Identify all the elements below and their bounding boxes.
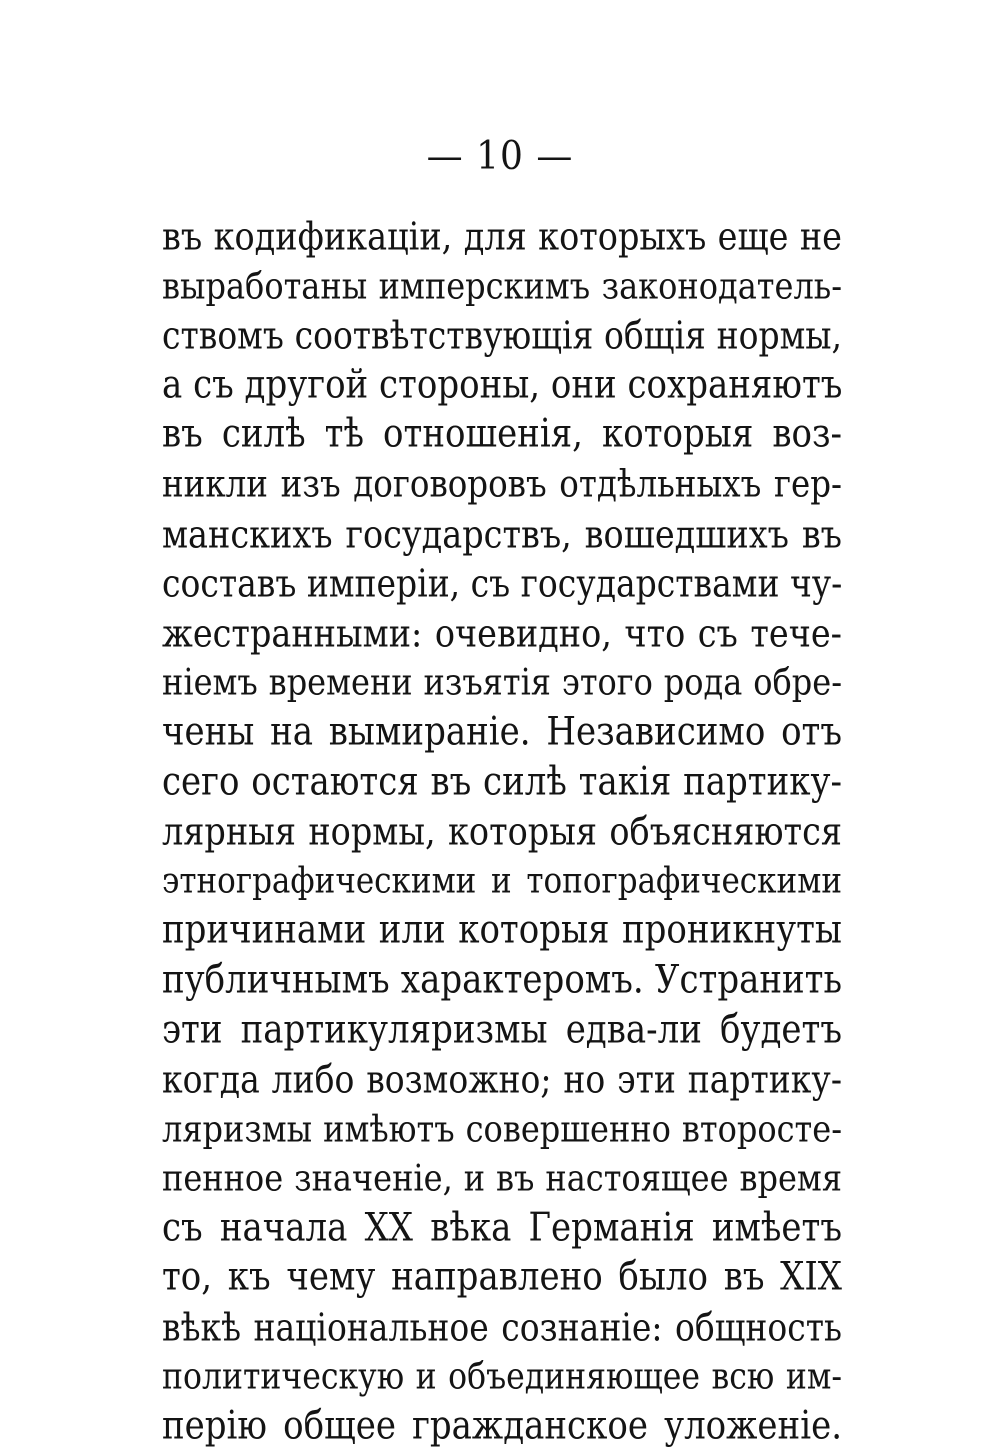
text-line: никли изъ договоровъ отдѣльныхъ гер- (162, 461, 842, 506)
text-line: а съ другой стороны, они сохраняютъ (162, 361, 842, 408)
text-line: жестранными: очевидно, что съ тече- (162, 610, 842, 656)
text-line: когда либо возможно; но эти партику- (162, 1057, 842, 1102)
text-line: съ начала XX вѣка Германія имѣетъ (162, 1204, 842, 1251)
page-number: — 10 — (426, 134, 574, 179)
text-line: манскихъ государствъ, вошедшихъ въ (162, 511, 842, 557)
text-line: политическую и объединяющее всю им- (162, 1355, 842, 1398)
text-line: пенное значеніе, и въ настоящее время (162, 1156, 842, 1201)
text-line: составъ имперіи, съ государствами чу- (162, 561, 842, 607)
text-line: ляризмы имѣютъ совершенно второсте- (162, 1106, 842, 1151)
text-line: сего остаются въ силѣ такія партику- (162, 758, 842, 805)
text-line: эти партикуляризмы едва-ли будетъ (162, 1006, 842, 1053)
text-line: въ силѣ тѣ отношенія, которыя воз- (162, 411, 842, 458)
text-line: чены на вымираніе. Независимо отъ (162, 708, 842, 755)
text-line: перію общее гражданское уложеніе. (162, 1403, 842, 1450)
body-text (162, 212, 842, 1452)
text-line: причинами или которыя проникнуты (162, 907, 842, 954)
text-line: въ кодификаціи, для которыхъ еще не (162, 214, 842, 259)
text-line: этнографическими и топографическими (162, 859, 842, 902)
text-line: лярныя нормы, которыя объясняются (162, 809, 842, 855)
text-line: публичнымъ характеромъ. Устранить (162, 956, 842, 1003)
text-line: то, къ чему направлено было въ XIX (162, 1254, 842, 1301)
text-line: вѣкѣ національное сознаніе: общность (162, 1305, 842, 1350)
text-line: ніемъ времени изъятія этого рода обре- (162, 660, 842, 705)
text-line: выработаны имперскимъ законодатель- (162, 263, 842, 308)
text-line: ствомъ соотвѣтствующія общія нормы, (162, 313, 842, 359)
